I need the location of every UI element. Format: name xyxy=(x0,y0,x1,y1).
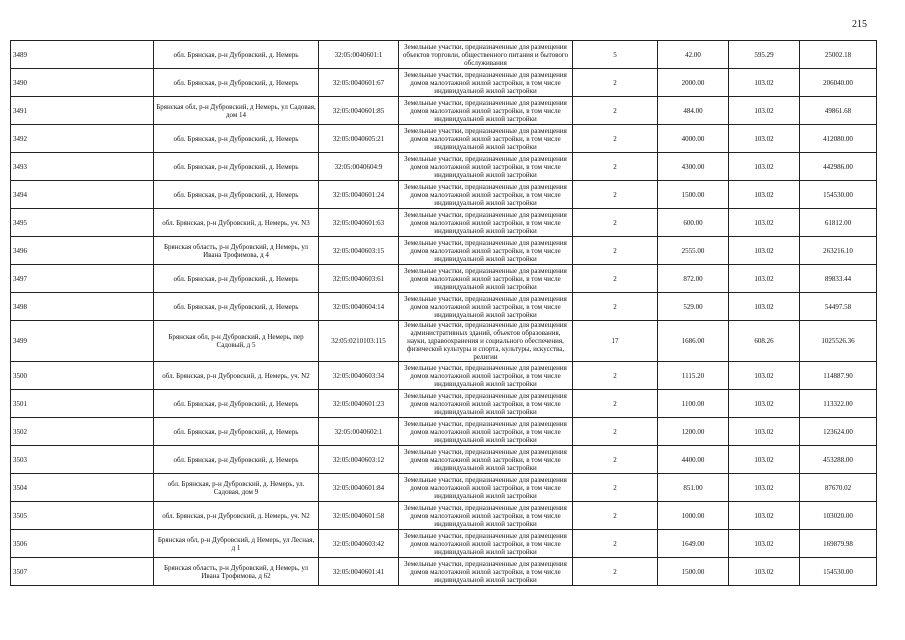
use-code-cell: 2 xyxy=(573,69,658,97)
specific-value-cell: 103.02 xyxy=(729,390,800,418)
row-number: 3495 xyxy=(11,209,154,237)
land-use-cell: Земельные участки, предназначенные для размещения домов малоэтажной жилой застройки, в том числе индивидуальной жилой застройки xyxy=(399,209,573,237)
specific-value-cell: 103.02 xyxy=(729,153,800,181)
land-use-cell: Земельные участки, предназначенные для размещения домов малоэтажной жилой застройки, в том числе индивидуальной жилой застройки xyxy=(399,69,573,97)
land-use-cell: Земельные участки, предназначенные для размещения домов малоэтажной жилой застройки, в том числе индивидуальной жилой застройки xyxy=(399,558,573,586)
table-row xyxy=(11,446,877,474)
page-number: 215 xyxy=(852,19,867,30)
cadastral-value-cell: 169879.98 xyxy=(800,530,877,558)
land-use-cell: Земельные участки, предназначенные для размещения домов малоэтажной жилой застройки, в том числе индивидуальной жилой застройки xyxy=(399,474,573,502)
cadastral-number-cell: 32:05:0040605:21 xyxy=(319,125,399,153)
use-code-cell: 2 xyxy=(573,237,658,265)
area-cell: 1100.00 xyxy=(658,390,729,418)
cadastral-number-cell: 32:05:0040604:9 xyxy=(319,153,399,181)
land-use-cell: Земельные участки, предназначенные для размещения домов малоэтажной жилой застройки, в том числе индивидуальной жилой застройки xyxy=(399,530,573,558)
land-use-cell: Земельные участки, предназначенные для размещения домов малоэтажной жилой застройки, в том числе индивидуальной жилой застройки xyxy=(399,362,573,390)
specific-value-cell: 595.29 xyxy=(729,41,800,69)
row-number: 3497 xyxy=(11,265,154,293)
address-cell: Брянская обл, р-н Дубровский, д Немерь, пер Садовый, д 5 xyxy=(154,321,319,362)
land-use-cell: Земельные участки, предназначенные для размещения домов малоэтажной жилой застройки, в том числе индивидуальной жилой застройки xyxy=(399,181,573,209)
specific-value-cell: 103.02 xyxy=(729,474,800,502)
table-row xyxy=(11,69,877,97)
cadastral-value-cell: 113322.00 xyxy=(800,390,877,418)
cadastral-number-cell: 32:05:0040601:67 xyxy=(319,69,399,97)
row-number: 3499 xyxy=(11,321,154,362)
address-cell: Брянская обл, р-н Дубровский, д Немерь, ул Лесная, д 1 xyxy=(154,530,319,558)
use-code-cell: 2 xyxy=(573,558,658,586)
area-cell: 851.00 xyxy=(658,474,729,502)
cadastral-number-cell: 32:05:0040604:14 xyxy=(319,293,399,321)
specific-value-cell: 103.02 xyxy=(729,69,800,97)
area-cell: 600.00 xyxy=(658,209,729,237)
area-cell: 1500.00 xyxy=(658,558,729,586)
use-code-cell: 5 xyxy=(573,41,658,69)
address-cell: обл. Брянская, р-н Дубровский, д. Немерь xyxy=(154,69,319,97)
address-cell: обл. Брянская, р-н Дубровский, д. Немерь, уч. N3 xyxy=(154,209,319,237)
row-number: 3496 xyxy=(11,237,154,265)
specific-value-cell: 103.02 xyxy=(729,530,800,558)
use-code-cell: 2 xyxy=(573,418,658,446)
cadastral-value-cell: 154530.00 xyxy=(800,181,877,209)
land-use-cell: Земельные участки, предназначенные для размещения домов малоэтажной жилой застройки, в том числе индивидуальной жилой застройки xyxy=(399,418,573,446)
address-cell: обл. Брянская, р-н Дубровский, д. Немерь xyxy=(154,265,319,293)
specific-value-cell: 103.02 xyxy=(729,362,800,390)
specific-value-cell: 103.02 xyxy=(729,125,800,153)
use-code-cell: 2 xyxy=(573,181,658,209)
table-row xyxy=(11,530,877,558)
land-use-cell: Земельные участки, предназначенные для размещения домов малоэтажной жилой застройки, в том числе индивидуальной жилой застройки xyxy=(399,446,573,474)
table-row xyxy=(11,558,877,586)
address-cell: обл. Брянская, р-н Дубровский, д. Немерь xyxy=(154,181,319,209)
specific-value-cell: 103.02 xyxy=(729,558,800,586)
use-code-cell: 2 xyxy=(573,446,658,474)
area-cell: 2000.00 xyxy=(658,69,729,97)
use-code-cell: 2 xyxy=(573,125,658,153)
cadastral-number-cell: 32:05:0040603:42 xyxy=(319,530,399,558)
table-row xyxy=(11,418,877,446)
row-number: 3501 xyxy=(11,390,154,418)
cadastral-value-cell: 1025526.36 xyxy=(800,321,877,362)
row-number: 3493 xyxy=(11,153,154,181)
address-cell: Брянская область, р-н Дубровский, д Немерь, ул Ивана Трофимова, д 62 xyxy=(154,558,319,586)
cadastral-value-cell: 103020.00 xyxy=(800,502,877,530)
area-cell: 4400.00 xyxy=(658,446,729,474)
cadastral-value-cell: 89833.44 xyxy=(800,265,877,293)
cadastral-number-cell: 32:05:0040603:61 xyxy=(319,265,399,293)
row-number: 3500 xyxy=(11,362,154,390)
address-cell: обл. Брянская, р-н Дубровский, д. Немерь xyxy=(154,390,319,418)
row-number: 3498 xyxy=(11,293,154,321)
row-number: 3492 xyxy=(11,125,154,153)
cadastral-number-cell: 32:05:0040603:12 xyxy=(319,446,399,474)
use-code-cell: 17 xyxy=(573,321,658,362)
row-number: 3506 xyxy=(11,530,154,558)
address-cell: обл. Брянская, р-н Дубровский, д. Немерь xyxy=(154,125,319,153)
use-code-cell: 2 xyxy=(573,265,658,293)
area-cell: 42.00 xyxy=(658,41,729,69)
land-use-cell: Земельные участки, предназначенные для размещения домов малоэтажной жилой застройки, в том числе индивидуальной жилой застройки xyxy=(399,390,573,418)
use-code-cell: 2 xyxy=(573,362,658,390)
area-cell: 1200.00 xyxy=(658,418,729,446)
address-cell: обл. Брянская, р-н Дубровский, д. Немерь xyxy=(154,446,319,474)
use-code-cell: 2 xyxy=(573,209,658,237)
specific-value-cell: 103.02 xyxy=(729,502,800,530)
specific-value-cell: 103.02 xyxy=(729,237,800,265)
specific-value-cell: 103.02 xyxy=(729,293,800,321)
row-number: 3503 xyxy=(11,446,154,474)
table-row xyxy=(11,390,877,418)
land-use-cell: Земельные участки, предназначенные для размещения домов малоэтажной жилой застройки, в том числе индивидуальной жилой застройки xyxy=(399,293,573,321)
table-row xyxy=(11,97,877,125)
cadastral-value-cell: 114887.90 xyxy=(800,362,877,390)
table-row xyxy=(11,321,877,362)
address-cell: обл. Брянская, р-н Дубровский, д. Немерь xyxy=(154,153,319,181)
cadastral-value-cell: 25002.18 xyxy=(800,41,877,69)
use-code-cell: 2 xyxy=(573,293,658,321)
area-cell: 529.00 xyxy=(658,293,729,321)
area-cell: 484.00 xyxy=(658,97,729,125)
area-cell: 872.00 xyxy=(658,265,729,293)
row-number: 3489 xyxy=(11,41,154,69)
row-number: 3505 xyxy=(11,502,154,530)
land-use-cell: Земельные участки, предназначенные для размещения домов малоэтажной жилой застройки, в том числе индивидуальной жилой застройки xyxy=(399,97,573,125)
area-cell: 1000.00 xyxy=(658,502,729,530)
cadastral-value-cell: 453288.00 xyxy=(800,446,877,474)
address-cell: обл. Брянская, р-н Дубровский, д. Немерь xyxy=(154,41,319,69)
table-row xyxy=(11,362,877,390)
row-number: 3502 xyxy=(11,418,154,446)
area-cell: 1686.00 xyxy=(658,321,729,362)
address-cell: обл. Брянская, р-н Дубровский, д. Немерь, ул. Садовая, дом 9 xyxy=(154,474,319,502)
cadastral-number-cell: 32:05:0040603:34 xyxy=(319,362,399,390)
row-number: 3491 xyxy=(11,97,154,125)
cadastral-value-cell: 412080.00 xyxy=(800,125,877,153)
address-cell: обл. Брянская, р-н Дубровский, д. Немерь, уч. N2 xyxy=(154,502,319,530)
use-code-cell: 2 xyxy=(573,97,658,125)
land-use-cell: Земельные участки, предназначенные для размещения домов малоэтажной жилой застройки, в том числе индивидуальной жилой застройки xyxy=(399,125,573,153)
specific-value-cell: 608.26 xyxy=(729,321,800,362)
address-cell: Брянская область, р-н Дубровский, д Немерь, ул Ивана Трофимова, д 4 xyxy=(154,237,319,265)
cadastral-value-cell: 54497.58 xyxy=(800,293,877,321)
table-row xyxy=(11,474,877,502)
specific-value-cell: 103.02 xyxy=(729,418,800,446)
table-row xyxy=(11,502,877,530)
table-row xyxy=(11,41,877,69)
row-number: 3504 xyxy=(11,474,154,502)
cadastral-number-cell: 32:05:0040601:63 xyxy=(319,209,399,237)
specific-value-cell: 103.02 xyxy=(729,265,800,293)
use-code-cell: 2 xyxy=(573,474,658,502)
table-row xyxy=(11,209,877,237)
table-row xyxy=(11,153,877,181)
address-cell: обл. Брянская, р-н Дубровский, д. Немерь xyxy=(154,293,319,321)
land-use-cell: Земельные участки, предназначенные для размещения домов малоэтажной жилой застройки, в том числе индивидуальной жилой застройки xyxy=(399,237,573,265)
land-use-cell: Земельные участки, предназначенные для размещения домов малоэтажной жилой застройки, в том числе индивидуальной жилой застройки xyxy=(399,153,573,181)
table-body xyxy=(11,41,877,586)
cadastral-value-cell: 49861.68 xyxy=(800,97,877,125)
cadastral-value-cell: 442986.00 xyxy=(800,153,877,181)
land-use-cell: Земельные участки, предназначенные для размещения домов малоэтажной жилой застройки, в том числе индивидуальной жилой застройки xyxy=(399,502,573,530)
cadastral-value-cell: 263216.10 xyxy=(800,237,877,265)
cadastral-number-cell: 32:05:0040601:24 xyxy=(319,181,399,209)
cadastral-value-cell: 206040.00 xyxy=(800,69,877,97)
cadastral-number-cell: 32:05:0040601:41 xyxy=(319,558,399,586)
table-row xyxy=(11,181,877,209)
cadastral-number-cell: 32:05:0040601:58 xyxy=(319,502,399,530)
land-use-cell: Земельные участки, предназначенные для размещения административных зданий, объектов образования, науки, здравоохранения и социального обеспечения, физической культуры и спорта, культуры, искусства, религии xyxy=(399,321,573,362)
cadastral-value-cell: 87670.02 xyxy=(800,474,877,502)
table-row xyxy=(11,237,877,265)
area-cell: 1115.20 xyxy=(658,362,729,390)
land-use-cell: Земельные участки, предназначенные для размещения домов малоэтажной жилой застройки, в том числе индивидуальной жилой застройки xyxy=(399,265,573,293)
table-row xyxy=(11,265,877,293)
specific-value-cell: 103.02 xyxy=(729,97,800,125)
cadastral-value-cell: 123624.00 xyxy=(800,418,877,446)
cadastral-number-cell: 32:05:0210103:115 xyxy=(319,321,399,362)
table-row xyxy=(11,125,877,153)
cadastral-number-cell: 32:05:0040601:1 xyxy=(319,41,399,69)
row-number: 3494 xyxy=(11,181,154,209)
cadastral-number-cell: 32:05:0040601:84 xyxy=(319,474,399,502)
table-row xyxy=(11,293,877,321)
area-cell: 4300.00 xyxy=(658,153,729,181)
area-cell: 1500.00 xyxy=(658,181,729,209)
land-use-cell: Земельные участки, предназначенные для размещения объектов торговли, общественного питания и бытового обслуживания xyxy=(399,41,573,69)
address-cell: обл. Брянская, р-н Дубровский, д. Немерь xyxy=(154,418,319,446)
specific-value-cell: 103.02 xyxy=(729,209,800,237)
use-code-cell: 2 xyxy=(573,153,658,181)
specific-value-cell: 103.02 xyxy=(729,446,800,474)
address-cell: Брянская обл, р-н Дубровский, д Немерь, ул Садовая, дом 14 xyxy=(154,97,319,125)
use-code-cell: 2 xyxy=(573,502,658,530)
row-number: 3507 xyxy=(11,558,154,586)
row-number: 3490 xyxy=(11,69,154,97)
cadastral-number-cell: 32:05:0040602:1 xyxy=(319,418,399,446)
address-cell: обл. Брянская, р-н Дубровский, д. Немерь, уч. N2 xyxy=(154,362,319,390)
use-code-cell: 2 xyxy=(573,390,658,418)
cadastral-number-cell: 32:05:0040603:15 xyxy=(319,237,399,265)
use-code-cell: 2 xyxy=(573,530,658,558)
area-cell: 4000.00 xyxy=(658,125,729,153)
specific-value-cell: 103.02 xyxy=(729,181,800,209)
cadastral-value-cell: 154530.00 xyxy=(800,558,877,586)
cadastral-number-cell: 32:05:0040601:85 xyxy=(319,97,399,125)
area-cell: 2555.00 xyxy=(658,237,729,265)
cadastral-number-cell: 32:05:0040601:23 xyxy=(319,390,399,418)
area-cell: 1649.00 xyxy=(658,530,729,558)
cadastral-value-cell: 61812.00 xyxy=(800,209,877,237)
cadastral-value-table xyxy=(10,40,877,586)
